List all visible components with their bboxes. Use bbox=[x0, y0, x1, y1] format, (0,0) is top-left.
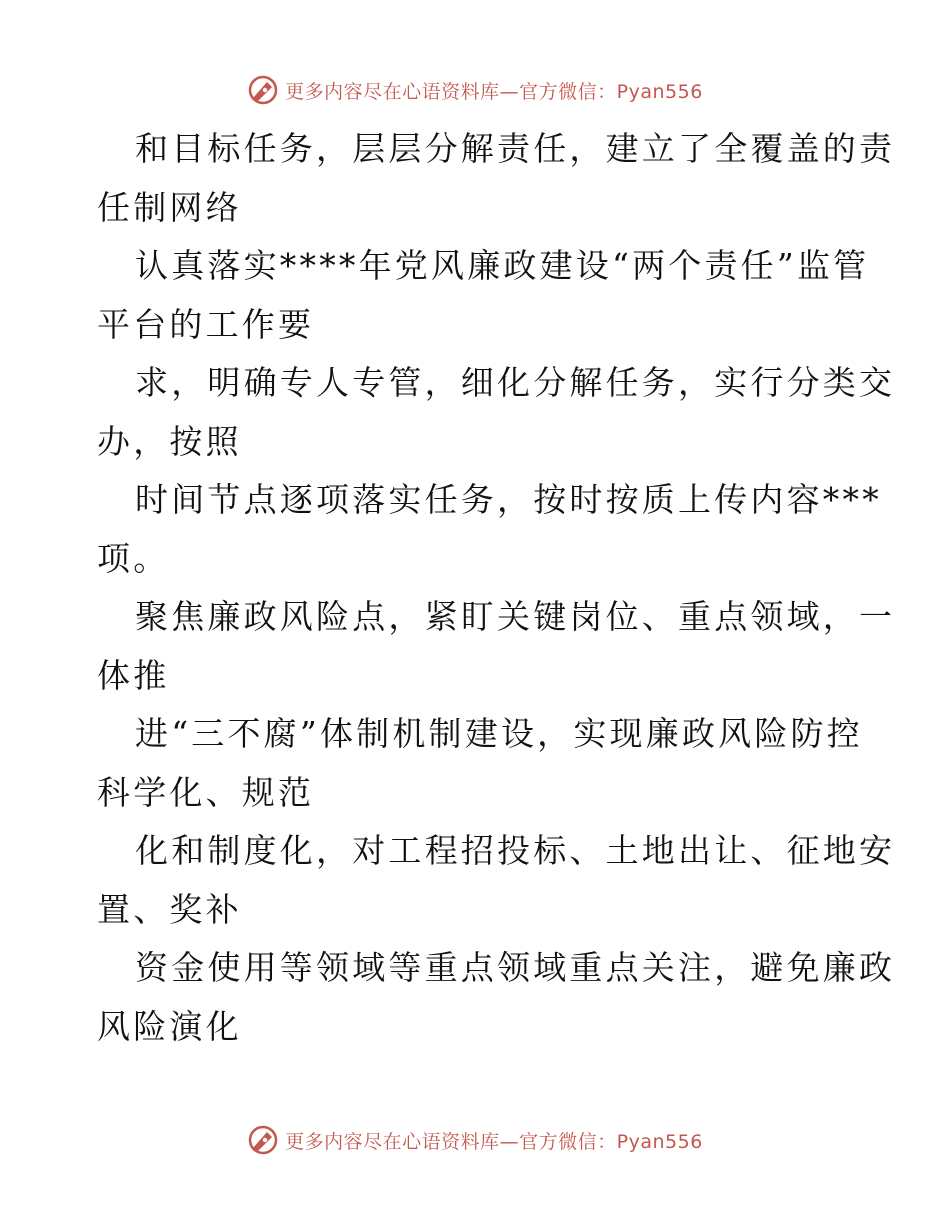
text-line: 体推 bbox=[97, 655, 170, 695]
header-watermark bbox=[0, 70, 950, 110]
watermark-text: 更多内容尽在心语资料库—官方微信：Pyan556 bbox=[285, 1130, 703, 1153]
text-line: 资金使用等领域等重点领域重点关注，避免廉政 bbox=[135, 948, 896, 987]
watermark-text: 更多内容尽在心语资料库—官方微信：Pyan556 bbox=[285, 80, 703, 103]
text-line: 和目标任务，层层分解责任，建立了全覆盖的责 bbox=[135, 129, 896, 168]
text-line: 平台的工作要 bbox=[97, 304, 315, 344]
text-line: 任制网络 bbox=[97, 187, 242, 227]
text-line: 科学化、规范 bbox=[97, 772, 315, 812]
footer-watermark bbox=[0, 1120, 950, 1160]
text-line: 认真落实****年党风廉政建设“两个责任”监管 bbox=[135, 246, 870, 285]
pen-nib-circle-icon bbox=[247, 1124, 279, 1156]
text-line: 求，明确专人专管，细化分解任务，实行分类交 bbox=[135, 363, 896, 402]
text-line: 办，按照 bbox=[97, 421, 242, 461]
text-line: 时间节点逐项落实任务，按时按质上传内容*** bbox=[135, 480, 882, 519]
document-body bbox=[97, 120, 896, 1056]
pen-nib-circle-icon bbox=[247, 74, 279, 106]
text-line: 项。 bbox=[97, 538, 170, 578]
text-line: 置、奖补 bbox=[97, 889, 242, 929]
text-line: 风险演化 bbox=[97, 1006, 242, 1046]
text-line: 化和制度化，对工程招投标、土地出让、征地安 bbox=[135, 831, 896, 870]
text-line: 聚焦廉政风险点，紧盯关键岗位、重点领域，一 bbox=[135, 597, 896, 636]
text-line: 进“三不腐”体制机制建设，实现廉政风险防控 bbox=[135, 714, 863, 753]
